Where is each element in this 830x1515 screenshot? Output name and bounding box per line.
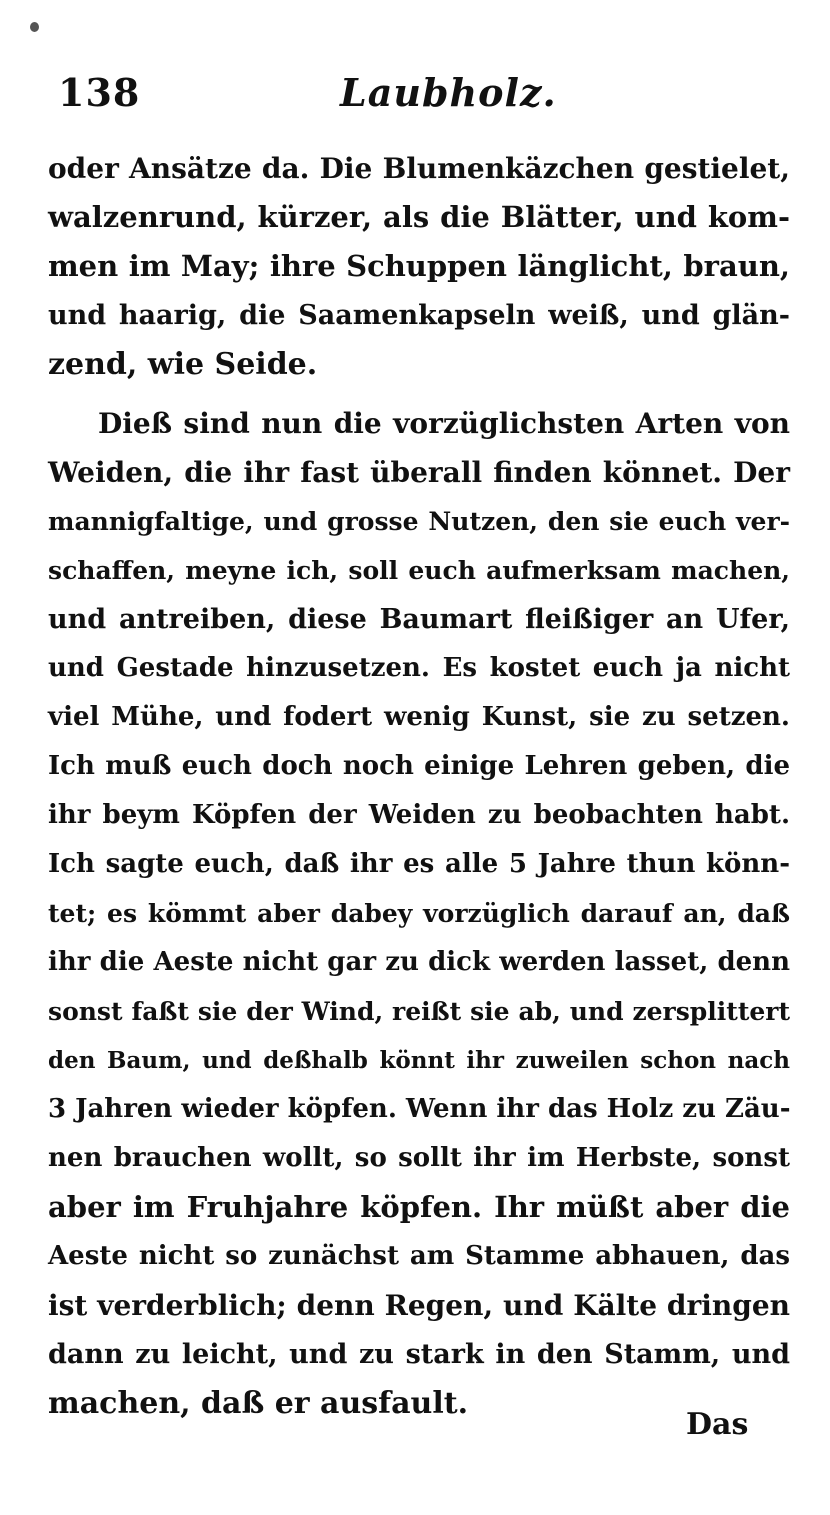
text-line: men im May; ihre Schuppen länglicht, braun, xyxy=(48,249,790,283)
text-line: 3 Jahren wieder köpfen. Wenn ihr das Holz zu Zäu- xyxy=(48,1094,791,1124)
text-line: walzenrund, kürzer, als die Blätter, und kom- xyxy=(48,200,790,234)
ink-speck xyxy=(30,22,39,32)
text-line: Weiden, die ihr fast überall finden könnet. Der xyxy=(48,456,790,489)
text-line: Ich sagte euch, daß ihr es alle 5 Jahre thun könn- xyxy=(48,849,790,879)
text-line: und antreiben, diese Baumart fleißiger an Ufer, xyxy=(48,604,790,635)
text-line: aber im Fruhjahre köpfen. Ihr müßt aber die xyxy=(48,1190,790,1224)
text-line: oder Ansätze da. Die Blumenkäzchen gestielet, xyxy=(48,152,790,185)
text-line: machen, daß er ausfault. xyxy=(48,1386,469,1421)
text-line: dann zu leicht, und zu stark in den Stamm, und xyxy=(48,1339,790,1370)
page-number: 138 xyxy=(58,70,141,115)
text-line: und Gestade hinzusetzen. Es kostet euch ja nicht xyxy=(48,653,790,683)
text-line: zend, wie Seide. xyxy=(48,347,318,382)
text-line: Aeste nicht so zunächst am Stamme abhauen, das xyxy=(48,1241,790,1271)
catchword: Das xyxy=(686,1407,749,1442)
text-line: Ich muß euch doch noch einige Lehren geben, die xyxy=(48,751,790,781)
running-head: Laubholz. xyxy=(340,70,557,115)
text-line: mannigfaltige, und grosse Nutzen, den sie euch ver- xyxy=(48,507,790,536)
text-line: nen brauchen wollt, so sollt ihr im Herbste, sonst xyxy=(48,1143,790,1173)
paragraph-2 xyxy=(48,399,790,1428)
text-line: und haarig, die Saamenkapseln weiß, und glän- xyxy=(48,300,790,331)
text-line: Dieß sind nun die vorzüglichsten Arten von xyxy=(98,407,790,440)
text-line: ihr die Aeste nicht gar zu dick werden lasset, denn xyxy=(48,947,790,977)
text-line: tet; es kömmt aber dabey vorzüglich darauf an, daß xyxy=(48,899,790,928)
text-line: ihr beym Köpfen der Weiden zu beobachten habt. xyxy=(48,800,790,830)
paragraph-1 xyxy=(48,144,790,389)
text-line: schaffen, meyne ich, soll euch aufmerksam machen, xyxy=(48,556,790,585)
text-line: den Baum, und deßhalb könnt ihr zuweilen schon nach xyxy=(48,1047,790,1074)
text-line: sonst faßt sie der Wind, reißt sie ab, und zersplittert xyxy=(48,997,790,1026)
body-text xyxy=(48,144,790,1428)
text-line: ist verderblich; denn Regen, und Kälte dringen xyxy=(48,1289,790,1322)
page-header xyxy=(48,70,778,120)
text-line: viel Mühe, und fodert wenig Kunst, sie zu setzen. xyxy=(48,702,790,732)
